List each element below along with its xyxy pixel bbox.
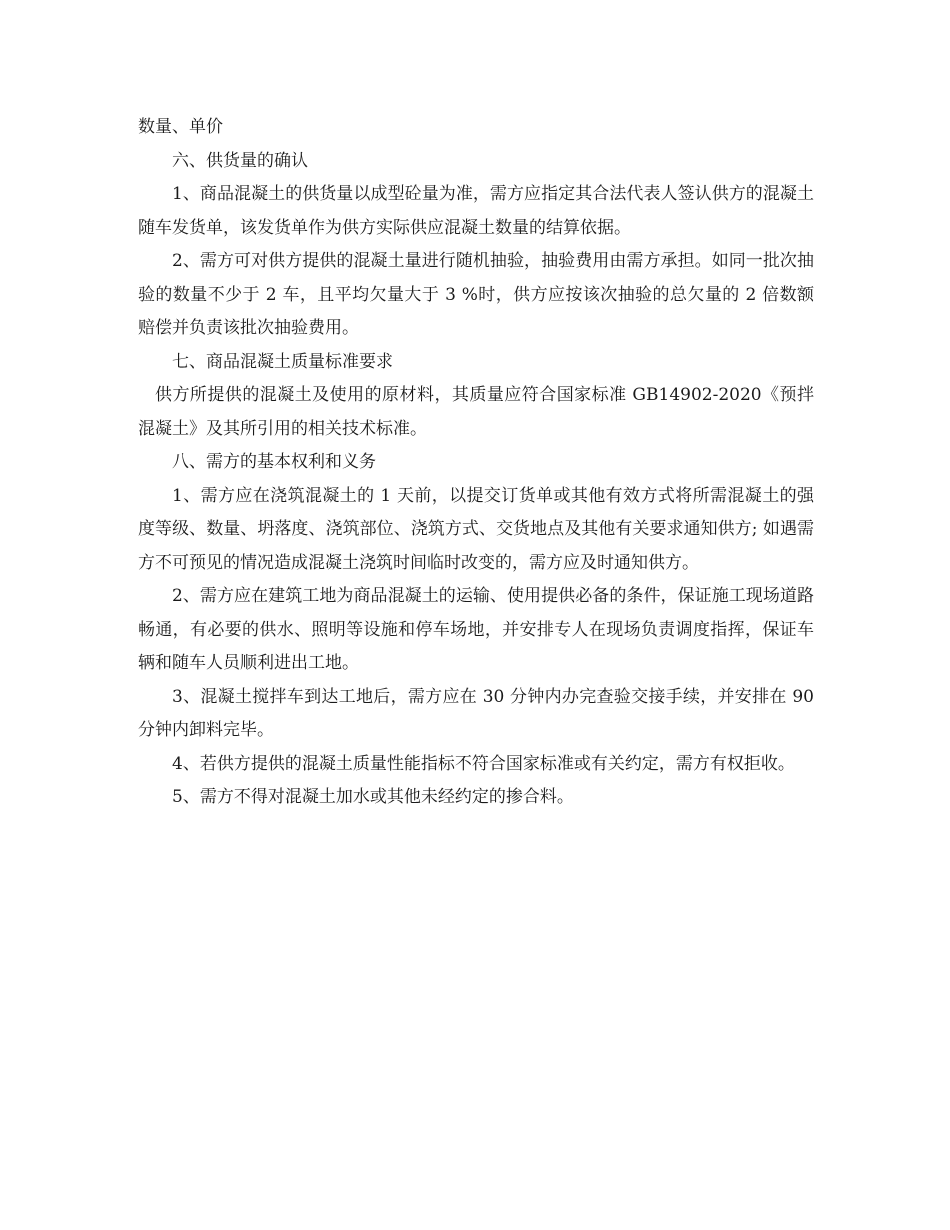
document-body (138, 111, 814, 815)
paragraph-8-3: 3、混凝土搅拌车到达工地后，需方应在 30 分钟内办完查验交接手续，并安排在 90 分钟内卸料完毕。 (138, 686, 814, 740)
section-heading-7: 七、商品混凝土质量标准要求 (172, 351, 393, 372)
paragraph-quantity-price: 数量、单价 (138, 117, 223, 137)
paragraph-7-1: 供方所提供的混凝土及使用的原材料，其质量应符合国家标准 GB14902-2020《预拌混凝土》及其所引用的相关技术标准。 (138, 385, 814, 439)
paragraph-8-2: 2、需方应在建筑工地为商品混凝土的运输、使用提供必备的条件，保证施工现场道路畅通，有必要的供水、照明等设施和停车场地，并安排专人在现场负责调度指挥，保证车辆和随车人员顺利进出工地。 (138, 586, 814, 673)
paragraph-8-5: 5、需方不得对混凝土加水或其他未经约定的掺合料。 (172, 787, 574, 807)
section-heading-8: 八、需方的基本权利和义务 (172, 452, 376, 472)
section-heading-6: 六、供货量的确认 (172, 150, 308, 171)
paragraph-6-1: 1、商品混凝土的供货量以成型砼量为准，需方应指定其合法代表人签认供方的混凝土随车发货单，该发货单作为供方实际供应混凝土数量的结算依据。 (138, 184, 814, 238)
paragraph-8-1: 1、需方应在浇筑混凝土的 1 天前，以提交订货单或其他有效方式将所需混凝土的强度等级、数量、坍落度、浇筑部位、浇筑方式、交货地点及其他有关要求通知供方; 如遇需方不可预见的情况造成混凝土浇筑时间临时改变的，需方应及时通知供方。 (138, 485, 814, 573)
paragraph-8-4: 4、若供方提供的混凝土质量性能指标不符合国家标准或有关约定，需方有权拒收。 (172, 753, 795, 774)
paragraph-6-2: 2、需方可对供方提供的混凝土量进行随机抽验，抽验费用由需方承担。如同一批次抽验的数量不少于 2 车，且平均欠量大于 3 %时，供方应按该次抽验的总欠量的 2 倍数额赔偿并负责该批次抽验费用。 (138, 251, 814, 338)
